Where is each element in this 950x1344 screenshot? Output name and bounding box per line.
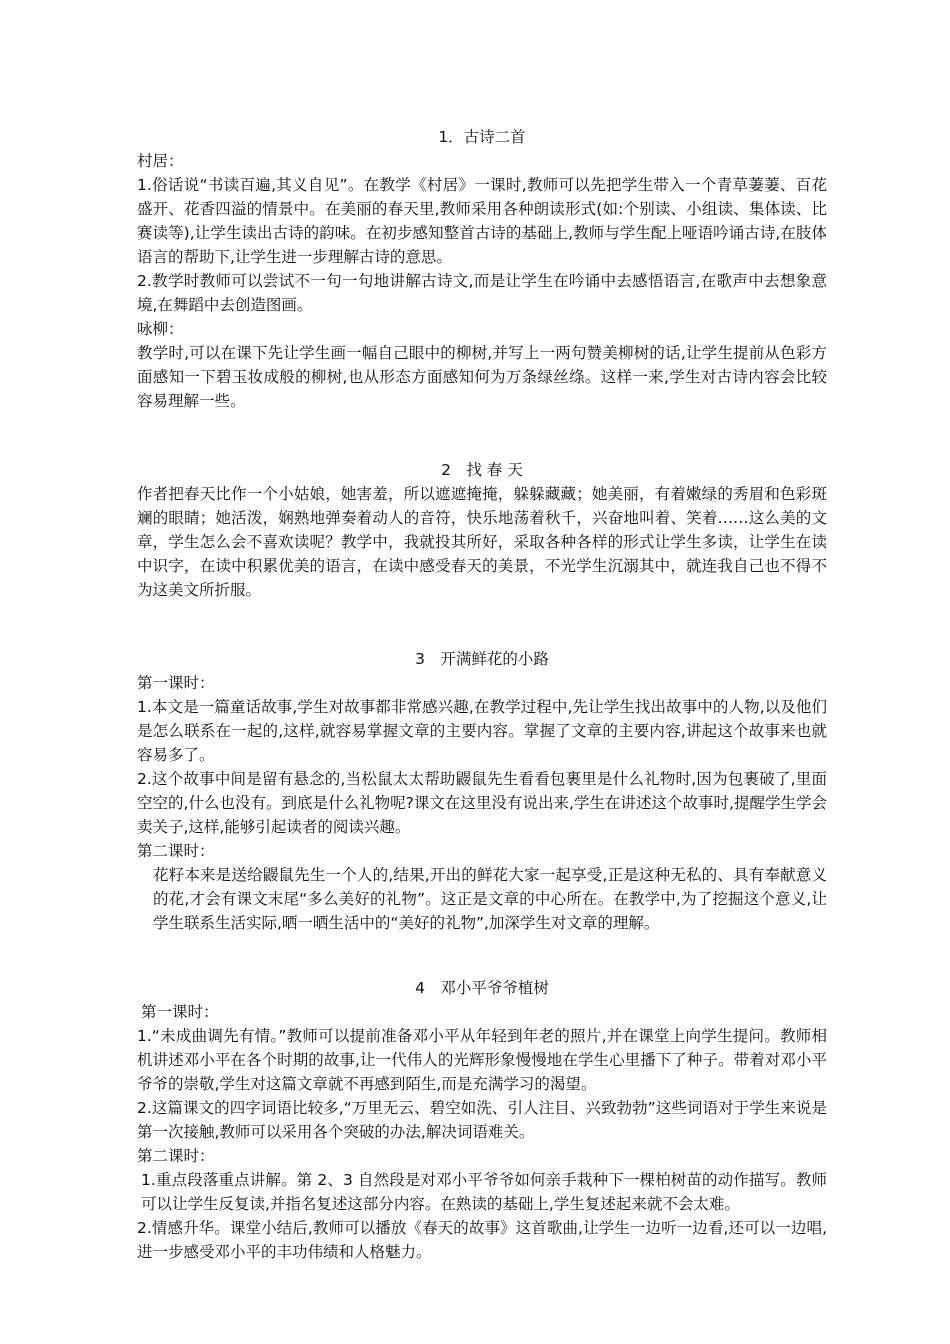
paragraph: 第二课时： xyxy=(137,842,215,860)
section-2 xyxy=(137,459,827,602)
section-spacer xyxy=(137,935,827,977)
paragraph: 第二课时： xyxy=(137,1147,215,1165)
paragraph: 第一课时： xyxy=(141,1003,219,1021)
paragraph: 花籽本来是送给鼹鼠先生一个人的,结果,开出的鲜花大家一起享受,正是这种无私的、具有奉献意义的花,才会有课文末尾“多么美好的礼物”。这正是文章的中心所在。在教学中,为了挖掘这个意义,让学生联系生活实际,晒一晒生活中的“美好的礼物”,加深学生对文章的理解。 xyxy=(153,866,827,932)
paragraph: 第一课时： xyxy=(137,674,215,692)
paragraph: 2.这个故事中间是留有悬念的,当松鼠太太帮助鼹鼠先生看看包裹里是什么礼物时,因为包裹破了,里面空空的,什么也没有。到底是什么礼物呢?课文在这里没有说出来,学生在讲述这个故事时,提醒学生学会卖关子,这样,能够引起读者的阅读兴趣。 xyxy=(137,770,827,836)
section-4 xyxy=(137,977,827,1264)
section-title: 4 邓小平爷爷植树 xyxy=(415,979,549,997)
paragraph: 咏柳： xyxy=(137,320,184,338)
paragraph: 2.情感升华。课堂小结后,教师可以播放《春天的故事》这首歌曲,让学生一边听一边看,还可以一边唱,进一步感受邓小平的丰功伟绩和人格魅力。 xyxy=(137,1219,827,1261)
section-title: 1．古诗二首 xyxy=(438,128,526,146)
paragraph: 教学时,可以在课下先让学生画一幅自己眼中的柳树,并写上一两句赞美柳树的话,让学生提前从色彩方面感知一下碧玉妆成般的柳树,也从形态方面感知何为万条绿丝绦。这样一来,学生对古诗内容会比较容易理解一些。 xyxy=(137,344,827,410)
section-1 xyxy=(137,126,827,413)
section-title: 3 开满鲜花的小路 xyxy=(415,650,549,668)
paragraph: 2.教学时教师可以尝试不一句一句地讲解古诗文,而是让学生在吟诵中去感悟语言,在歌声中去想象意境,在舞蹈中去创造图画。 xyxy=(137,272,827,314)
document-page xyxy=(137,126,827,1264)
paragraph: 2.这篇课文的四字词语比较多,“万里无云、碧空如洗、引人注目、兴致勃勃”这些词语对于学生来说是第一次接触,教师可以采用各个突破的办法,解决词语难关。 xyxy=(137,1099,827,1141)
section-spacer xyxy=(137,413,827,459)
paragraph: 作者把春天比作一个小姑娘，她害羞，所以遮遮掩掩，躲躲藏藏；她美丽，有着嫩绿的秀眉和色彩斑斓的眼睛；她活泼，娴熟地弹奏着动人的音符，快乐地荡着秋千，兴奋地叫着、笑着……这么美的文章，学生怎么会不喜欢读呢？教学中，我就投其所好，采取各种各样的形式让学生多读，让学生在读中识字，在读中积累优美的语言，在读中感受春天的美景，不光学生沉溺其中，就连我自己也不得不为这美文所折服。 xyxy=(137,485,827,599)
section-title: 2 找 春 天 xyxy=(441,461,523,479)
section-3 xyxy=(137,648,827,935)
paragraph: 1.俗话说“书读百遍,其义自见”。在教学《村居》一课时,教师可以先把学生带入一个青草萋萋、百花盛开、花香四溢的情景中。在美丽的春天里,教师采用各种朗读形式(如:个别读、小组读、集体读、比赛读等),让学生读出古诗的韵味。在初步感知整首古诗的基础上,教师与学生配上哑语吟诵古诗,在肢体语言的帮助下,让学生进一步理解古诗的意思。 xyxy=(137,176,827,266)
paragraph: 1.“未成曲调先有情。”教师可以提前准备邓小平从年轻到年老的照片,并在课堂上向学生提问。教师相机讲述邓小平在各个时期的故事,让一代伟人的光辉形象慢慢地在学生心里播下了种子。带着对邓小平爷爷的崇敬,学生对这篇文章就不再感到陌生,而是充满学习的渴望。 xyxy=(137,1027,827,1093)
paragraph: 1.重点段落重点讲解。第 2、3 自然段是对邓小平爷爷如何亲手栽种下一棵柏树苗的动作描写。教师可以让学生反复读,并指名复述这部分内容。在熟读的基础上,学生复述起来就不会太难。 xyxy=(141,1171,827,1213)
section-spacer xyxy=(137,602,827,648)
paragraph: 1.本文是一篇童话故事,学生对故事都非常感兴趣,在教学过程中,先让学生找出故事中的人物,以及他们是怎么联系在一起的,这样,就容易掌握文章的主要内容。掌握了文章的主要内容,讲起这个故事来也就容易多了。 xyxy=(137,698,827,764)
paragraph: 村居： xyxy=(137,152,184,170)
